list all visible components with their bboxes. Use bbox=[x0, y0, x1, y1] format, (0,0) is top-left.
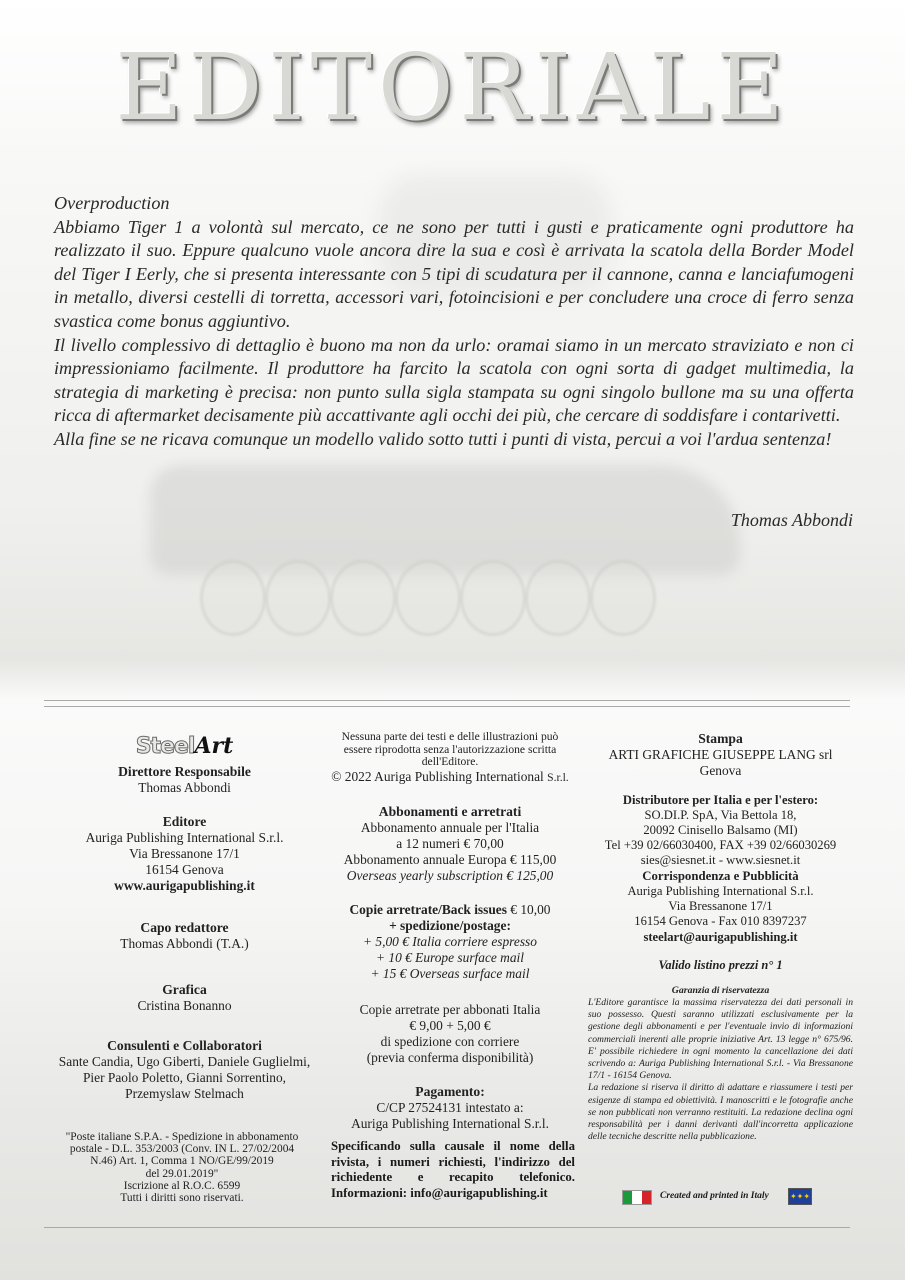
postal-notice bbox=[58, 1131, 306, 1204]
subscriptions-line: Abbonamento annuale per l'Italia bbox=[360, 819, 540, 835]
made-in-italy bbox=[622, 1188, 812, 1208]
back-issues-price: € 10,00 bbox=[506, 901, 551, 917]
publisher-website-link[interactable]: www.aurigapublishing.it bbox=[114, 878, 255, 893]
subscriptions-title: Abbonamenti e arretrati bbox=[378, 803, 522, 819]
copyright bbox=[325, 769, 575, 785]
chief-editor-title: Capo redattore bbox=[140, 920, 229, 935]
subscriber-line: € 9,00 + 5,00 € bbox=[409, 1017, 491, 1033]
editorial-paragraph: Il livello complessivo di dettaglio è buono ma non da urlo: oramai siamo in un mercato straviziato e non ci impressioniamo facilmente. Il produttore ha farcito la scatola con ogni sorta di gadget multimedia, la strategia di marketing è precisa: non punto sulla sigla stampata su ogni singolo bullone ma su una offerta ricca di aftermarket decisamente più accattivante agli occhi dei più, che cercare di soddisfare i contarivetti. bbox=[54, 334, 854, 426]
back-issues-title: Copie arretrate/Back issues bbox=[349, 901, 507, 917]
postal-line: postale - D.L. 353/2003 (Conv. IN L. 27/02/2004 bbox=[69, 1143, 295, 1156]
privacy-text: L'Editore garantisce la massima riservatezza dei dati personali in suo possesso. Questi saranno utilizzati esclusivamente per la gestione degli abbonamenti e per l'eventuale invio di informazioni commerciali inerenti alle proprie iniziative Art. 13 legge n° 675/96. E' possibile richiedere in ogni momento la cancellazione dei dati scrivendo a: Auriga Publishing International S.r.l. - Via Bressanone 17/1 - 16154 Genova. bbox=[588, 997, 853, 1082]
editorial-heading: Overproduction bbox=[54, 193, 170, 213]
shipping-line: + 5,00 € Italia corriere espresso bbox=[363, 933, 537, 949]
printer-line: Genova bbox=[699, 763, 742, 778]
editorial-text bbox=[54, 192, 854, 452]
divider bbox=[44, 1227, 850, 1228]
shipping-line: + 10 € Europe surface mail bbox=[375, 949, 524, 965]
price-list: Valido listino prezzi n° 1 bbox=[658, 958, 783, 972]
background-tank-wheel bbox=[330, 560, 396, 636]
shipping-line: + 15 € Overseas surface mail bbox=[370, 965, 530, 981]
background-tank-wheel bbox=[265, 560, 331, 636]
background-tank-wheel bbox=[460, 560, 526, 636]
publisher-line: Auriga Publishing International S.r.l. bbox=[85, 830, 284, 845]
divider bbox=[44, 700, 850, 701]
postal-line: Tutti i diritti sono riservati. bbox=[120, 1192, 244, 1205]
eu-flag-icon: ✦✦✦ bbox=[788, 1188, 812, 1205]
background-tank-wheel bbox=[395, 560, 461, 636]
logo-art: Art bbox=[194, 733, 234, 759]
printer-title: Stampa bbox=[698, 731, 743, 746]
privacy-title: Garanzia di riservatezza bbox=[671, 985, 770, 996]
contributors-line: Przemyslaw Stelmach bbox=[125, 1086, 244, 1101]
graphics-title: Grafica bbox=[162, 982, 207, 997]
masthead-column-center bbox=[325, 731, 575, 1132]
correspondence-line: Via Bressanone 17/1 bbox=[668, 899, 773, 913]
contributors-line: Pier Paolo Poletto, Gianni Sorrentino, bbox=[82, 1070, 287, 1085]
payment-line: C/CP 27524131 intestato a: bbox=[376, 1099, 524, 1115]
postal-line: "Poste italiane S.P.A. - Spedizione in abbonamento bbox=[65, 1131, 299, 1143]
payment-line: Auriga Publishing International S.r.l. bbox=[351, 1115, 549, 1131]
rights-line: essere riprodotta senza l'autorizzazione scritta bbox=[343, 742, 557, 756]
correspondence-email-link[interactable]: steelart@aurigapublishing.it bbox=[643, 930, 798, 944]
distributor-line: sies@siesnet.it - www.siesnet.it bbox=[640, 853, 801, 867]
made-in-text: Created and printed in Italy bbox=[660, 1191, 769, 1201]
logo-steel: Steel bbox=[135, 734, 195, 759]
rights-line: dell'Editore. bbox=[421, 755, 479, 768]
editorial-paragraph: Abbiamo Tiger 1 a volontà sul mercato, ce ne sono per tutti i gusti e praticamente ogni produttore ha realizzato il suo. Eppure qualcuno vuole ancora dire la sua e così è arrivata la scatola della Border Model del Tiger I Eerly, che si presenta interessante con 5 tipi di scudatura per il cannone, canna e lanciafumogeni in metallo, diversi cestelli di torretta, accessori vari, fotoincisioni e per concludere una croce di ferro senza svastica come bonus aggiuntivo. bbox=[54, 216, 854, 331]
steelart-logo bbox=[136, 733, 234, 760]
printer-line: ARTI GRAFICHE GIUSEPPE LANG srl bbox=[608, 747, 833, 762]
divider bbox=[44, 706, 850, 707]
background-tank-wheel bbox=[200, 560, 266, 636]
editorial-paragraph: Alla fine se ne ricava comunque un modello valido sotto tutti i punti di vista, percui a voi l'ardua sentenza! bbox=[54, 428, 832, 449]
postal-line: del 29.01.2019" bbox=[145, 1167, 219, 1180]
distributor-line: SO.DI.P. SpA, Via Bettola 18, bbox=[644, 808, 797, 822]
subscriber-line: (previa conferma disponibilità) bbox=[366, 1049, 534, 1065]
subscriber-line: di spedizione con corriere bbox=[380, 1033, 520, 1049]
payment-instructions: Specificando sulla causale il nome della rivista, i numeri richiesti, l'indirizzo del richiedente e recapito telefonico. Informazioni: info@aurigapublishing.it bbox=[331, 1139, 575, 1200]
publisher-title: Editore bbox=[162, 814, 207, 829]
publisher-line: Via Bressanone 17/1 bbox=[129, 846, 240, 861]
subscriptions-line: a 12 numeri € 70,00 bbox=[396, 835, 504, 851]
editorial-disclaimer: La redazione si riserva il diritto di adattare e riassumere i testi per esigenze di stampa ed obiettività. I manoscritti e le fotografie anche se non pubblicati non verranno restituiti. La redazione declina ogni responsabilità per i danni derivanti dall'incorretta applicazione delle tecniche descritte nella pubblicazione. bbox=[588, 1082, 853, 1143]
subscriptions-line: Abbonamento annuale Europa € 115,00 bbox=[343, 851, 557, 867]
masthead-column-right bbox=[588, 731, 853, 1143]
distributor-title: Distributore per Italia e per l'estero: bbox=[622, 793, 819, 807]
distributor-line: Tel +39 02/66030400, FAX +39 02/66030269 bbox=[604, 838, 837, 852]
italy-flag-icon bbox=[622, 1190, 652, 1205]
correspondence-line: 16154 Genova - Fax 010 8397237 bbox=[634, 914, 807, 928]
page-title: EDITORIALE bbox=[115, 34, 790, 141]
contributors-title: Consulenti e Collaboratori bbox=[107, 1038, 262, 1053]
postal-line: Iscrizione al R.O.C. 6599 bbox=[123, 1179, 241, 1192]
background-tank-wheel bbox=[525, 560, 591, 636]
correspondence-line: Auriga Publishing International S.r.l. bbox=[627, 884, 814, 898]
postal-line: N.46) Art. 1, Comma 1 NO/GE/99/2019 bbox=[90, 1155, 274, 1168]
editorial-signature: Thomas Abbondi bbox=[730, 510, 853, 530]
rights-line: Nessuna parte dei testi e delle illustrazioni può bbox=[341, 730, 559, 743]
director-title: Direttore Responsabile bbox=[118, 764, 251, 779]
shipping-title: + spedizione/postage: bbox=[389, 917, 511, 933]
chief-editor-name: Thomas Abbondi (T.A.) bbox=[120, 936, 249, 951]
contributors-line: Sante Candia, Ugo Giberti, Daniele Guglielmi, bbox=[58, 1054, 311, 1069]
subscriber-line: Copie arretrate per abbonati Italia bbox=[359, 1001, 541, 1017]
correspondence-title: Corrispondenza e Pubblicità bbox=[642, 869, 799, 883]
distributor-line: 20092 Cinisello Balsamo (MI) bbox=[643, 823, 798, 837]
payment-title: Pagamento: bbox=[415, 1083, 485, 1099]
publisher-line: 16154 Genova bbox=[145, 862, 224, 877]
background-tank-body bbox=[150, 465, 740, 575]
back-issues bbox=[325, 902, 575, 918]
copyright-suffix: S.r.l. bbox=[547, 770, 569, 784]
masthead-column-left bbox=[52, 733, 317, 1102]
copyright-main: © 2022 Auriga Publishing International bbox=[331, 768, 544, 784]
graphics-name: Cristina Bonanno bbox=[137, 998, 232, 1013]
subscriptions-overseas: Overseas yearly subscription € 125,00 bbox=[346, 867, 554, 883]
background-tank-wheel bbox=[590, 560, 656, 636]
director-name: Thomas Abbondi bbox=[138, 780, 231, 795]
